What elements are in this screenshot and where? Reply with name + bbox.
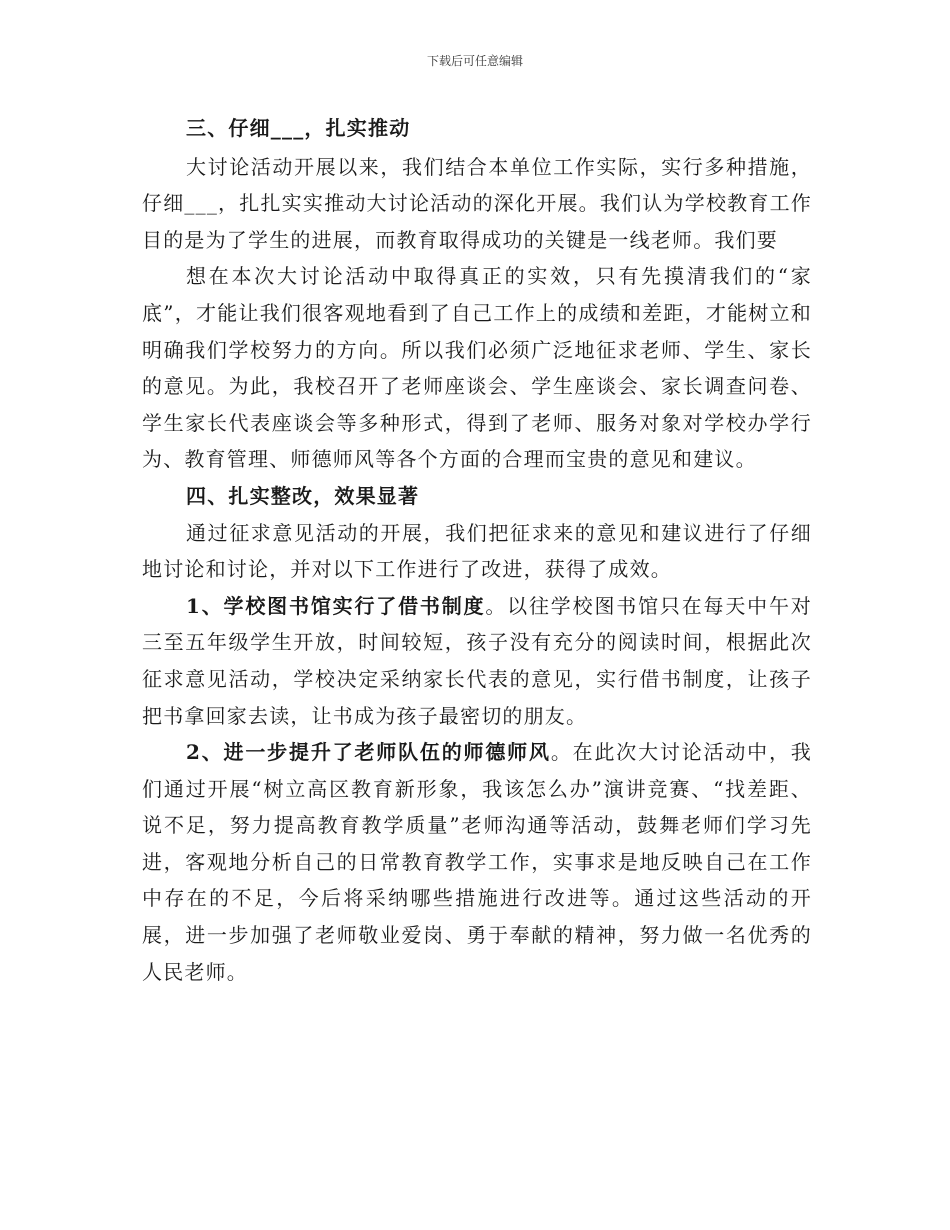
section-3-paragraph-2: 想在本次大讨论活动中取得真正的实效，只有先摸清我们的“家底”，才能让我们很客观地看到了自己工作上的成绩和差距，才能树立和明确我们学校努力的方向。所以我们必须广泛地征求老师、学生、家长的意见。为此，我校召开了老师座谈会、学生座谈会、家长调查问卷、学生家长代表座谈会等多种形式，得到了老师、服务对象对学校办学行为、教育管理、师德师风等各个方面的合理而宝贵的意见和建议。 <box>142 264 812 472</box>
list-item-1 <box>142 588 812 734</box>
page-header: 下载后可任意编辑 <box>426 54 523 68</box>
list-item-1-body: 。以往学校图书馆只在每天中午对三至五年级学生开放，时间较短，孩子没有充分的阅读时间，根据此次征求意见活动，学校决定采纳家长代表的意见，实行借书制度，让孩子把书拿回家去读，让书成为孩子最密切的朋友。 <box>142 593 812 728</box>
list-item-1-title: 1、学校图书馆实行了借书制度 <box>186 593 486 618</box>
document-body <box>142 110 812 990</box>
list-item-2 <box>142 734 812 990</box>
section-3-heading: 三、仔细___，扎实推动 <box>186 116 411 140</box>
section-4-heading: 四、扎实整改，效果显著 <box>186 483 420 508</box>
section-4-intro: 通过征求意见活动的开展，我们把征求来的意见和建议进行了仔细地讨论和讨论，并对以下工作进行了改进，获得了成效。 <box>142 520 812 582</box>
section-3-paragraph-1: 大讨论活动开展以来，我们结合本单位工作实际，实行多种措施，仔细___，扎扎实实推动大讨论活动的深化开展。我们认为学校教育工作目的是为了学生的进展，而教育取得成功的关键是一线老师。我们要 <box>142 154 812 252</box>
list-item-2-title: 2、进一步提升了老师队伍的师德师风 <box>186 740 551 765</box>
list-item-2-body: 。在此次大讨论活动中，我们通过开展“树立高区教育新形象，我该怎么办”演讲竞赛、“找差距、说不足，努力提高教育教学质量”老师沟通等活动，鼓舞老师们学习先进，客观地分析自己的日常教育教学工作，实事求是地反映自己在工作中存在的不足，今后将采纳哪些措施进行改进等。通过这些活动的开展，进一步加强了老师敬业爱岗、勇于奉献的精神，努力做一名优秀的人民老师。 <box>142 740 812 984</box>
